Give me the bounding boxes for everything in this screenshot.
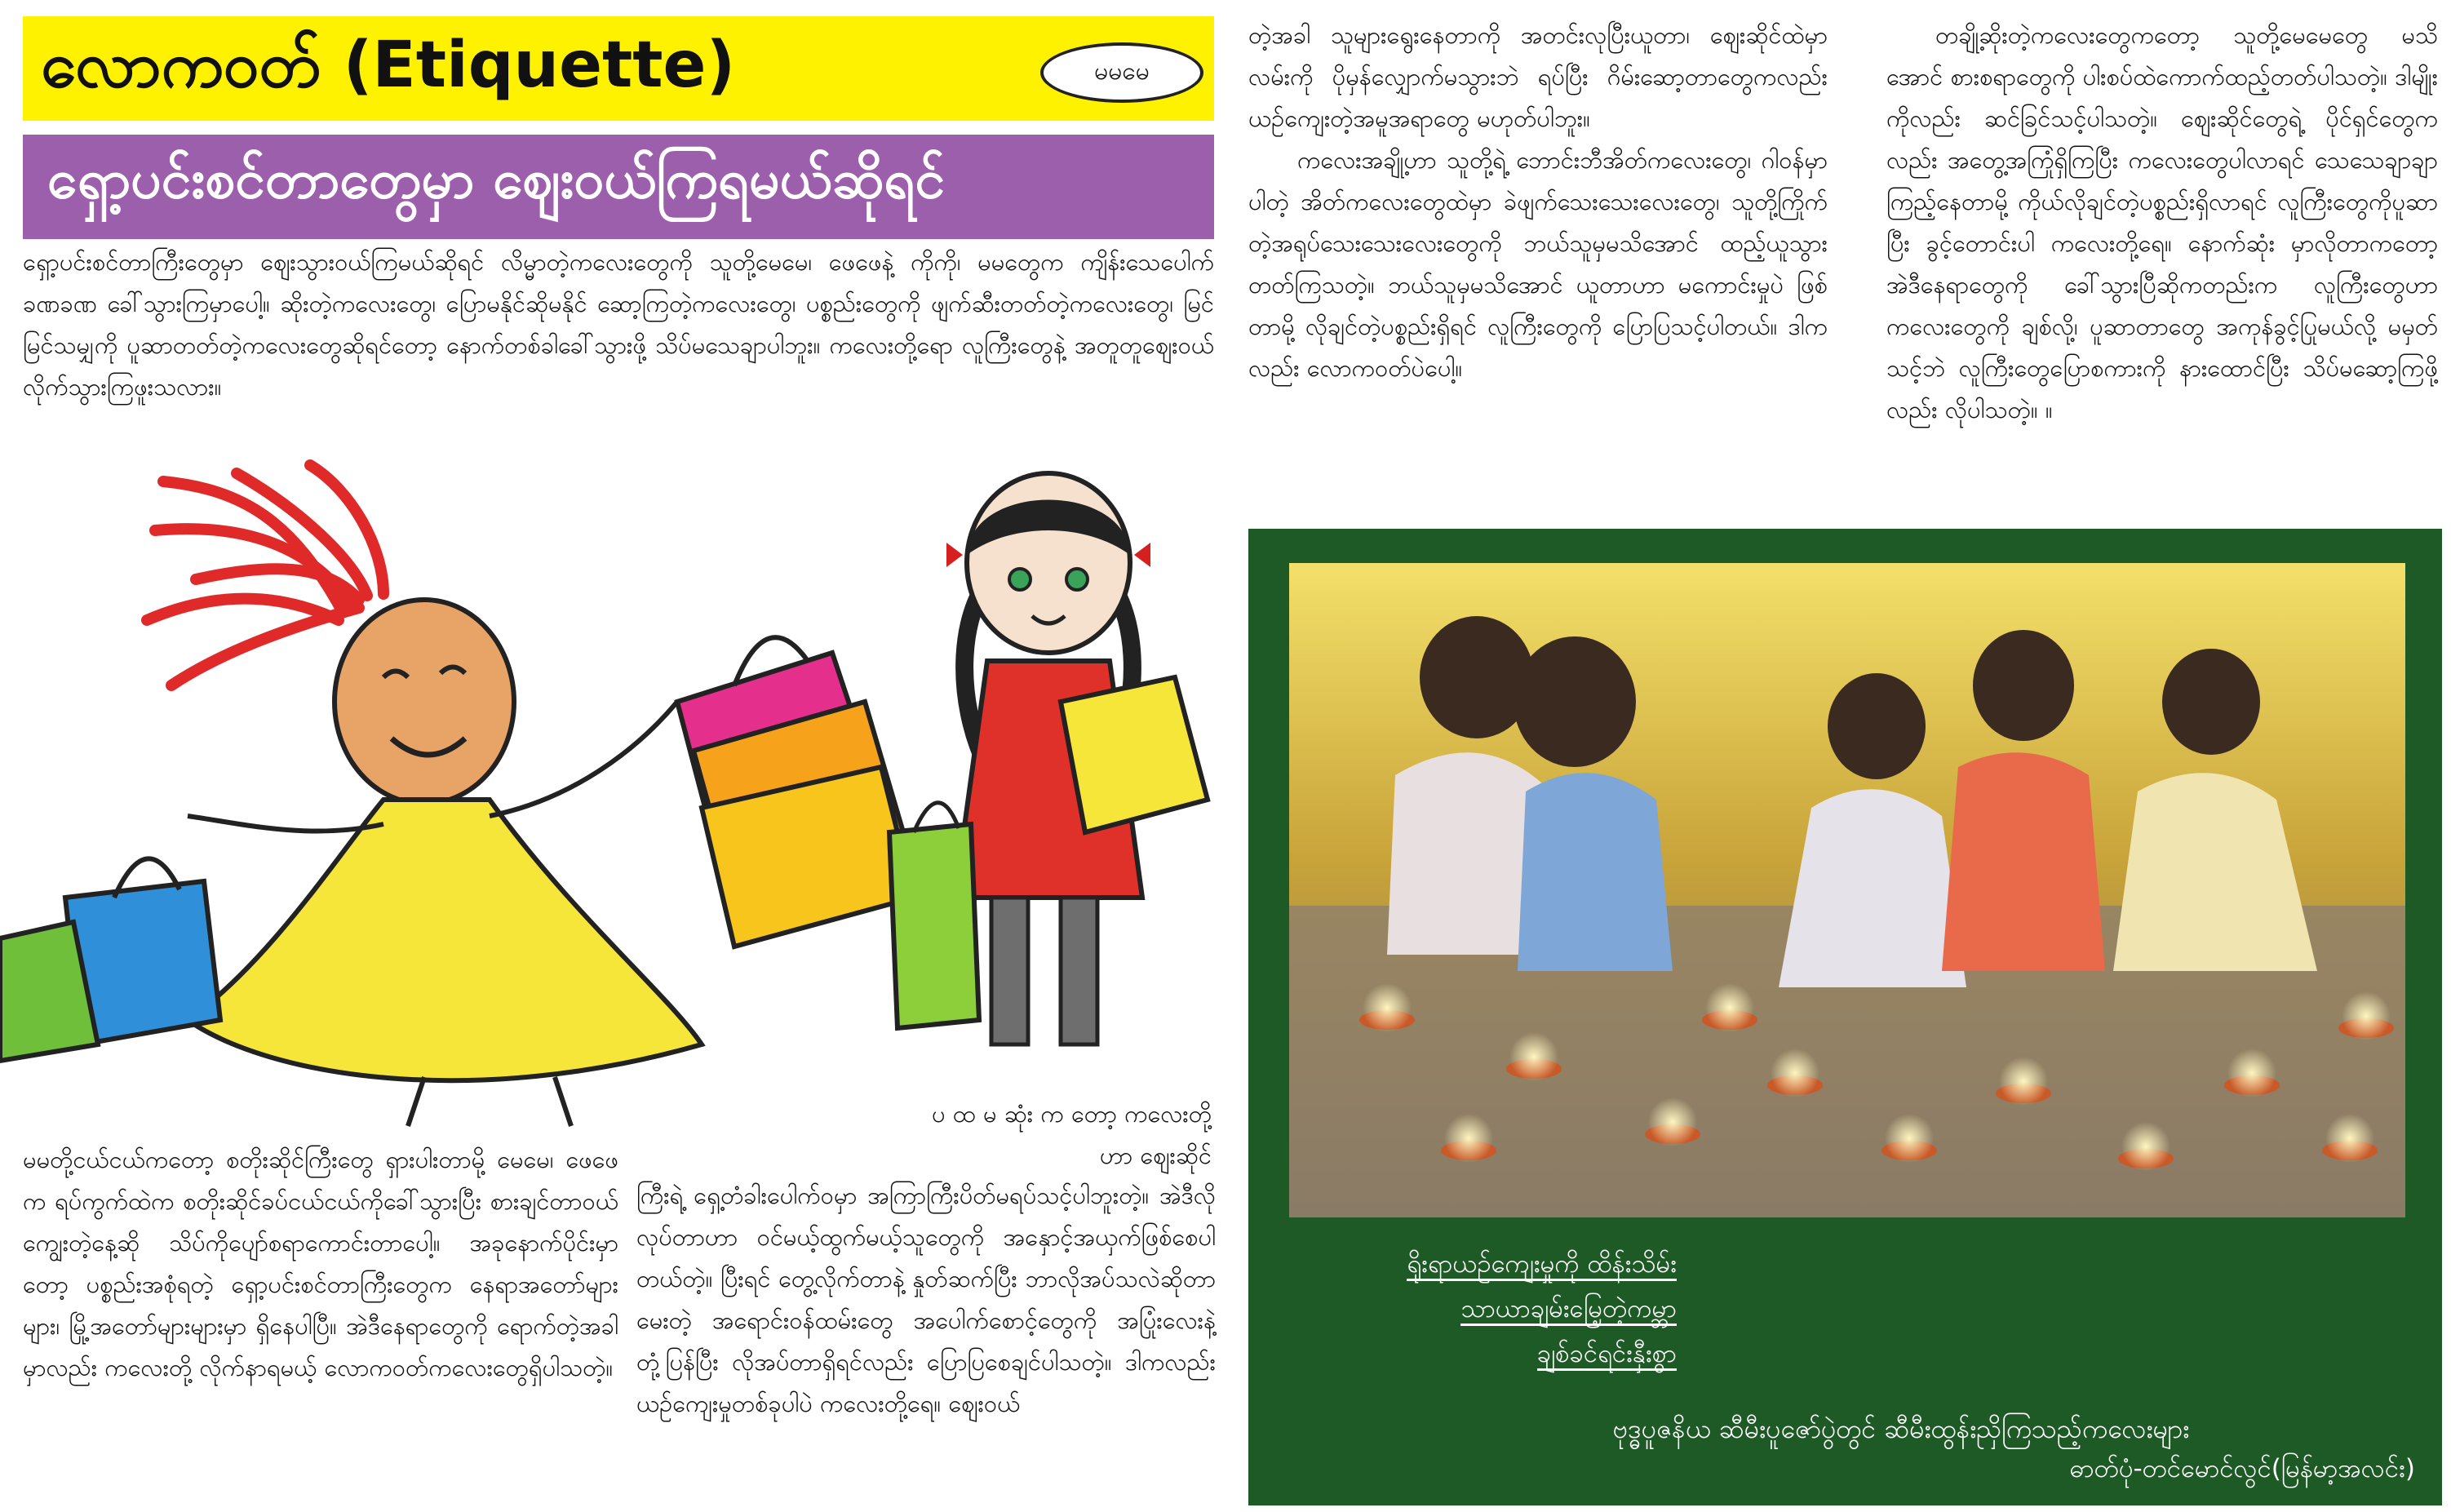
intro-paragraph: ရှော့ပင်းစင်တာကြီးတွေမှာ ဈေးသွားဝယ်ကြမယ်ဆိုရင် လိမ္မာတဲ့ကလေးတွေကို သူတို့မေမေ၊ ဖေဖေနဲ့ ကိုကို၊ မမတွေက ကျိန်းသေပေါက် ခဏခဏ ခေါ်သွားကြမှာပေါ့။ ဆိုးတဲ့ကလေးတွေ၊ ပြောမနိုင်ဆိုမနိုင် ဆော့ကြတဲ့ကလေးတွေ၊ ပစ္စည်းတွေကို ဖျက်ဆီးတတ်တဲ့ကလေးတွေ၊ မြင်မြင်သမျှကို ပူဆာတတ်တဲ့ကလေးတွေဆိုရင်တော့ နောက်တစ်ခါခေါ်သွားဖို့ သိပ်မသေချာပါဘူး။ ကလေးတို့ရော လူကြီးတွေနဲ့ အတူတူဈေးဝယ်လိုက်သွားကြဖူးသလား။ <box>23 248 1214 401</box>
column-three-paragraph-1: တဲ့အခါ သူများရွေးနေတာကို အတင်းလုပြီးယူတာ၊ ဈေးဆိုင်ထဲမှာ လမ်းကို ပိုမှန်လျှောက်မသွားဘဲ ရပ်ပြီး ဂိမ်းဆော့တာတွေကလည်း ယဉ်ကျေးတဲ့အမူအရာတွေ မဟုတ်ပါဘူး။ <box>1248 21 1828 132</box>
author-name: မမမေ <box>1094 56 1150 86</box>
left-bottom-paragraph: မမတို့ငယ်ငယ်ကတော့ စတိုးဆိုင်ကြီးတွေ ရှားပါးတာမို့ မေမေ၊ ဖေဖေက ရပ်ကွက်ထဲက စတိုးဆိုင်ခပ်ငယ်ငယ်ကိုခေါ်သွားပြီး စားချင်တာဝယ်ကျွေးတဲ့နေ့ဆို သိပ်ကိုပျော်စရာကောင်းတာပေါ့။ အခုနောက်ပိုင်းမှာတော့ ပစ္စည်းအစုံရတဲ့ ရှော့ပင်းစင်တာကြီးတွေက နေရာအတော်များများ၊ မြို့အတော်များများမှာ ရှိနေပါပြီ။ အဲဒီနေရာတွေကို ရောက်တဲ့အခါမှာလည်း ကလေးတို့ လိုက်နာရမယ့် လောကဝတ်ကလေးတွေရှိပါသတဲ့။ <box>23 1146 618 1381</box>
photo-description: ဗုဒ္ဓပူဇနိယ ဆီမီးပူဇော်ပွဲတွင် ဆီမီးထွန်းညှိကြသည့်ကလေးများ <box>1612 1413 2190 1444</box>
stacked-shopping-bags <box>677 637 914 947</box>
photo-slogan-line-2: သာယာချမ်းမြေ့တဲ့ကမ္ဘာ <box>1460 1294 1677 1326</box>
column-three <box>1248 15 1828 389</box>
author-badge <box>1040 42 1203 103</box>
photo-credit: ဓာတ်ပုံ-တင်မောင်လွင်(မြန်မာ့အလင်း) <box>2069 1454 2415 1483</box>
photo-slogan <box>1310 1242 1677 1377</box>
column-three-paragraph-2: ကလေးအချို့ဟာ သူတို့ရဲ့ ဘောင်းဘီအိတ်ကလေးတွေ၊ ဂါဝန်မှာပါတဲ့ အိတ်ကလေးတွေထဲမှာ ခဲဖျက်သေးသေးလေးတွေ၊ သူတို့ကြိုက်တဲ့အရုပ်သေးသေးလေးတွေကို ဘယ်သူမှမသိအောင် ထည့်ယူသွားတတ်ကြသတဲ့။ ဘယ်သူမှမသိအောင် ယူတာဟာ မကောင်းမှုပဲ ဖြစ်တာမို့ လိုချင်တဲ့ပစ္စည်းရှိရင် လူကြီးတွေကို ပြောပြသင့်ပါတယ်။ ဒါကလည်း လောကဝတ်ပဲပေါ့။ <box>1248 146 1828 382</box>
article-subtitle: ရှော့ပင်းစင်တာတွေမှာ ဈေးဝယ်ကြရမယ်ဆိုရင် <box>47 148 946 211</box>
candle-lighting-children-photo <box>1289 563 2405 1217</box>
photo-slogan-line-3: ချစ်ခင်ရင်းနှီးစွာ <box>1537 1339 1677 1371</box>
girl-red-coat-figure <box>889 473 1208 1044</box>
girl-yellow-dress-figure <box>0 465 702 1126</box>
middle-bottom-paragraph: ကြီးရဲ့ ရှေ့တံခါးပေါက်ဝမှာ အကြာကြီးပိတ်မရပ်သင့်ပါဘူးတဲ့။ အဲဒီလိုလုပ်တာဟာ ဝင်မယ့်ထွက်မယ့်သူတွေကို အနှောင့်အယှက်ဖြစ်စေပါတယ်တဲ့။ ပြီးရင် တွေ့လိုက်တာနဲ့ နှုတ်ဆက်ပြီး ဘာလိုအပ်သလဲဆိုတာမေးတဲ့ အရောင်းဝန်ထမ်းတွေ အပေါက်စောင့်တွေကို အပြုံးလေးနဲ့ တုံ့ပြန်ပြီး လိုအပ်တာရှိရင်လည်း ပြောပြစေချင်ပါသတဲ့။ ဒါကလည်း ယဉ်ကျေးမှုတစ်ခုပါပဲ ကလေးတို့ရေ။ ဈေးဝယ် <box>636 1182 1216 1417</box>
column-four-paragraph: တချို့ဆိုးတဲ့ကလေးတွေကတော့ သူတို့မေမေတွေ မသိအောင် စားစရာတွေကို ပါးစပ်ထဲကောက်ထည့်တတ်ပါသတဲ့။ ဒါမျိုးကိုလည်း ဆင်ခြင်သင့်ပါသတဲ့။ ဈေးဆိုင်တွေရဲ့ ပိုင်ရှင်တွေကလည်း အတွေ့အကြုံရှိကြပြီး ကလေးတွေပါလာရင် သေသေချာချာကြည့်နေတာမို့ ကိုယ်လိုချင်တဲ့ပစ္စည်းရှိလာရင် လူကြီးတွေကိုပူဆာပြီး ခွင့်တောင်းပါ ကလေးတို့ရေ။ နောက်ဆုံး မှာလိုတာကတော့ အဲဒီနေရာတွေကို ခေါ်သွားပြီဆိုကတည်းက လူကြီးတွေဟာ ကလေးတွေကို ချစ်လို့၊ ပူဆာတာတွေ အကုန်ခွင့်ပြုမယ်လို့ မမှတ်သင့်ဘဲ လူကြီးတွေပြောစကားကို နားထောင်ပြီး သိပ်မဆော့ကြဖို့လည်း လိုပါသတဲ့။ ။ <box>1886 21 2438 423</box>
photo-slogan-line-1: ရိုးရာယဉ်ကျေးမှုကို ထိန်းသိမ်း <box>1407 1249 1677 1281</box>
page-title: လောကဝတ် (Etiquette) <box>41 29 736 102</box>
caption-continued-text: ပ ထ မ ဆုံး က တော့ ကလေးတို့ဟာ ဈေးဆိုင် <box>931 1100 1212 1169</box>
shopping-girls-illustration <box>0 457 1224 1134</box>
